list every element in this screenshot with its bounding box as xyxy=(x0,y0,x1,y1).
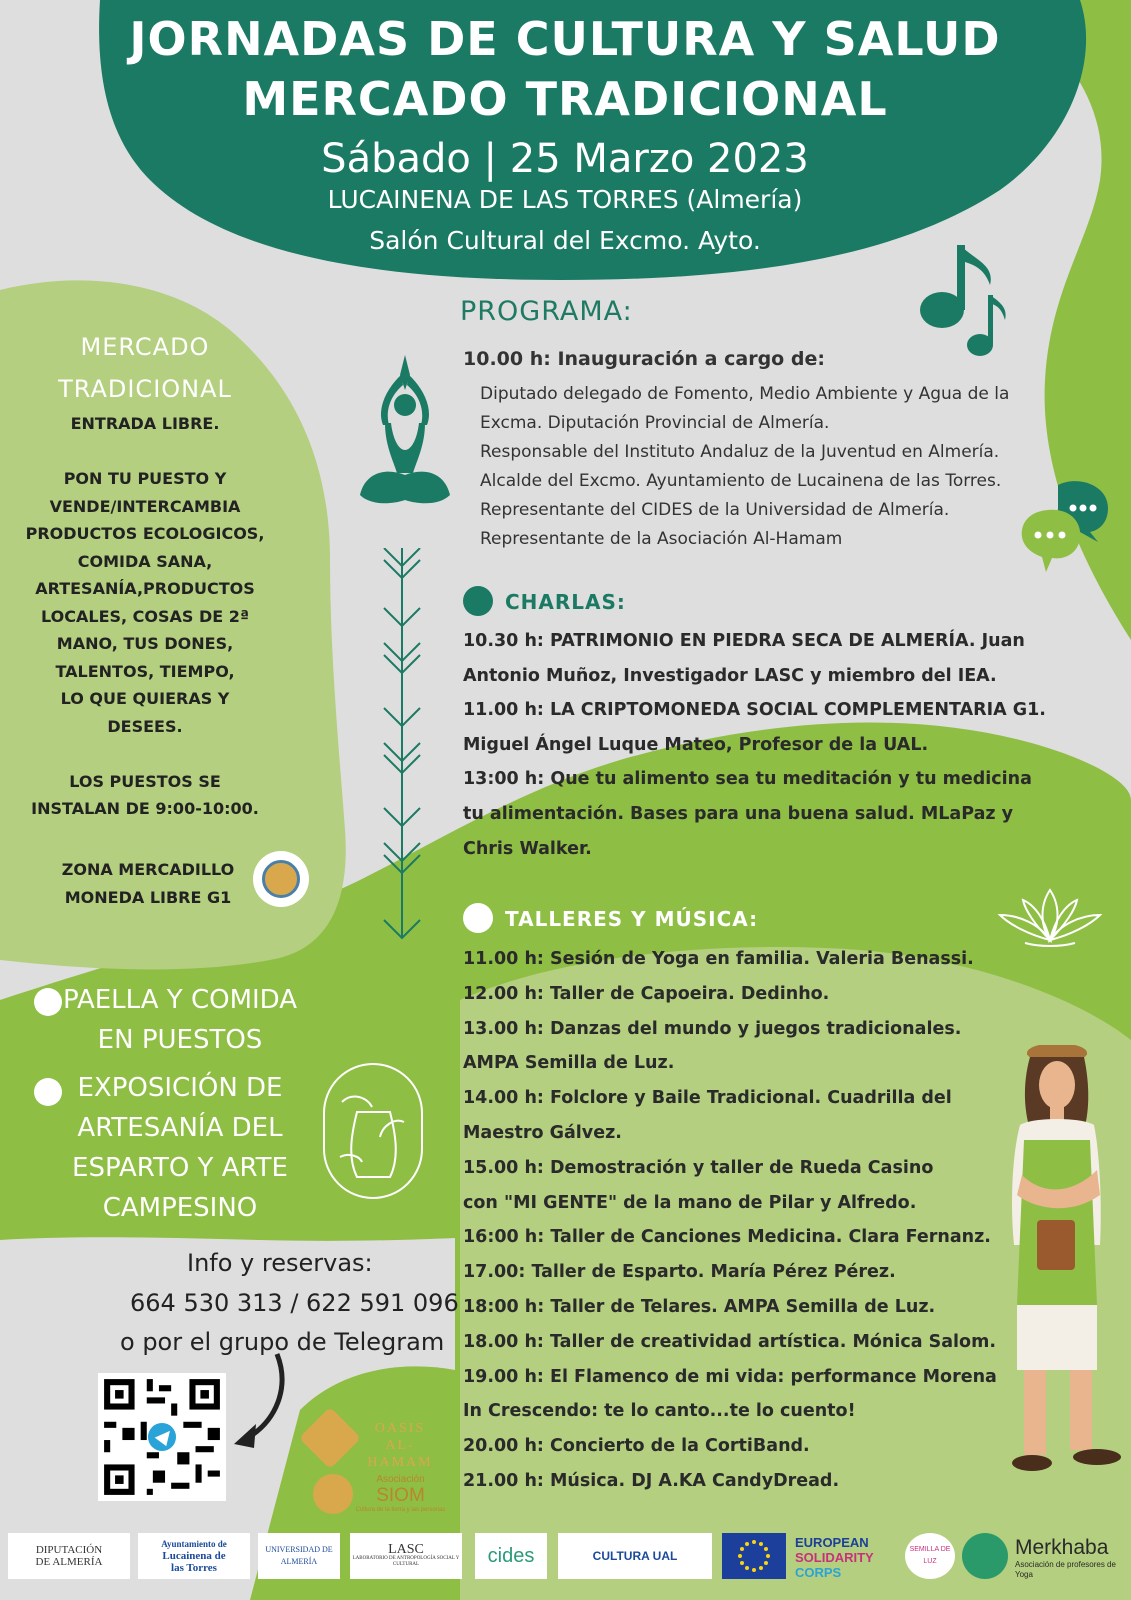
diputacion-logo: DIPUTACIÓN DE ALMERÍA xyxy=(8,1533,130,1579)
market-line: VENDE/INTERCAMBIA xyxy=(49,496,241,516)
eu-stars-icon xyxy=(734,1536,774,1576)
cultura-ual-logo: CULTURA UAL xyxy=(558,1533,712,1579)
charla-line: Miguel Ángel Luque Mateo, Profesor de la UAL. xyxy=(463,734,929,755)
official-item: Alcalde del Excmo. Ayuntamiento de Lucainena de las Torres. xyxy=(480,471,1002,491)
music-note-icon xyxy=(920,240,1010,365)
taller-line: Maestro Gálvez. xyxy=(463,1122,622,1143)
charla-line: 11.00 h: LA CRIPTOMONEDA SOCIAL COMPLEMENTARIA G1. xyxy=(463,700,1046,721)
ual-logo: UNIVERSIDAD DE ALMERÍA xyxy=(258,1533,340,1579)
taller-line: con "MI GENTE" de la mano de Pilar y Alfredo. xyxy=(463,1192,917,1213)
market-line xyxy=(15,740,275,768)
taller-line: 19.00 h: El Flamenco de mi vida: performance Morena xyxy=(463,1366,997,1387)
market-line: TALENTOS, TIEMPO, xyxy=(55,661,235,681)
charlas-list xyxy=(463,624,1046,866)
taller-line: 17.00: Taller de Esparto. María Pérez Pérez. xyxy=(463,1262,896,1283)
inauguration-line: 10.00 h: Inauguración a cargo de: xyxy=(463,348,825,370)
semilla-de-luz-logo: SEMILLA DE LUZ xyxy=(905,1533,955,1579)
g1-coin-icon xyxy=(262,860,300,898)
officials-list xyxy=(480,380,1009,554)
charla-line: 10.30 h: PATRIMONIO EN PIEDRA SECA DE ALMERÍA. Juan xyxy=(463,631,1025,651)
taller-line: In Crescendo: te lo canto...te lo cuento! xyxy=(463,1401,856,1422)
taller-line: 21.00 h: Música. DJ A.KA CandyDread. xyxy=(463,1470,840,1491)
event-place: LUCAINENA DE LAS TORRES (Almería) xyxy=(327,185,803,214)
market-heading: MERCADO TRADICIONAL xyxy=(58,333,232,403)
taller-line: AMPA Semilla de Luz. xyxy=(463,1053,675,1074)
talleres-heading: TALLERES Y MÚSICA: xyxy=(505,907,759,931)
lotus-icon xyxy=(995,885,1105,950)
event-title: JORNADAS DE CULTURA Y SALUD xyxy=(129,12,1001,66)
event-venue: Salón Cultural del Excmo. Ayto. xyxy=(369,226,761,255)
talleres-list xyxy=(463,942,997,1499)
chat-bubbles-icon xyxy=(1018,480,1113,575)
talleres-bullet xyxy=(463,903,493,933)
esc-logo-text: EUROPEAN SOLIDARITY CORPS xyxy=(795,1535,874,1580)
market-line: ARTESANÍA,PRODUCTOS xyxy=(35,579,255,598)
market-title: MERCADO TRADICIONAL xyxy=(242,72,888,126)
market-line xyxy=(15,438,275,466)
taller-line: 12.00 h: Taller de Capoeira. Dedinho. xyxy=(463,983,830,1004)
cides-logo: cides xyxy=(475,1533,547,1579)
arrow-curved-icon xyxy=(232,1352,292,1454)
telegram-text: o por el grupo de Telegram xyxy=(120,1328,445,1356)
taller-line: 18:00 h: Taller de Telares. AMPA Semilla de Luz. xyxy=(463,1296,936,1317)
official-item: Excma. Diputación Provincial de Almería. xyxy=(480,413,830,433)
event-date: Sábado | 25 Marzo 2023 xyxy=(321,136,809,182)
market-line: LOCALES, COSAS DE 2ª xyxy=(41,606,249,626)
siom-logo-text: Asociación SIOM Cultura de la tierra y las personas xyxy=(355,1474,446,1513)
oasis-logo-text: OASIS AL-HAMAM xyxy=(367,1421,433,1470)
taller-line: 11.00 h: Sesión de Yoga en familia. Valeria Benassi. xyxy=(463,949,974,969)
ayuntamiento-logo: Ayuntamiento de Lucainena de las Torres xyxy=(138,1533,250,1579)
expo-text: EXPOSICIÓN DE ARTESANÍA DEL ESPARTO Y ARTE CAMPESINO xyxy=(72,1073,288,1223)
taller-line: 20.00 h: Concierto de la CortiBand. xyxy=(463,1436,810,1457)
taller-line: 13.00 h: Danzas del mundo y juegos tradicionales. xyxy=(463,1018,962,1039)
taller-line: 14.00 h: Folclore y Baile Tradicional. Cuadrilla del xyxy=(463,1088,952,1109)
market-line: COMIDA SANA, xyxy=(77,551,213,571)
market-line: DESEES. xyxy=(107,716,183,736)
charlas-heading: CHARLAS: xyxy=(505,590,626,614)
siom-logo-icon xyxy=(313,1474,353,1514)
charla-line: Antonio Muñoz, Investigador LASC y miembro del IEA. xyxy=(463,665,997,686)
zone-mercadillo: ZONA MERCADILLO MONEDA LIBRE G1 xyxy=(61,860,235,907)
arrow-down-icon xyxy=(380,548,424,948)
market-line: LOS PUESTOS SE xyxy=(69,771,221,791)
merkhaba-logo-icon xyxy=(962,1533,1008,1579)
info-label: Info y reservas: xyxy=(187,1249,373,1277)
farmer-woman-illustration xyxy=(1002,1045,1127,1480)
info-phones[interactable]: 664 530 313 / 622 591 096 xyxy=(130,1289,459,1317)
market-line: ENTRADA LIBRE. xyxy=(70,414,220,433)
market-line: INSTALAN DE 9:00-10:00. xyxy=(31,799,259,818)
pottery-hands-icon xyxy=(322,1062,424,1200)
programa-heading: PROGRAMA: xyxy=(460,296,633,327)
charlas-bullet xyxy=(463,586,493,616)
taller-line: 18.00 h: Taller de creatividad artística. Mónica Salom. xyxy=(463,1331,996,1352)
market-line: PON TU PUESTO Y xyxy=(63,469,227,488)
taller-line: 16:00 h: Taller de Canciones Medicina. Clara Fernanz. xyxy=(463,1227,991,1248)
eu-flag-logo xyxy=(722,1533,786,1579)
market-line: PRODUCTOS ECOLOGICOS, xyxy=(25,524,265,543)
official-item: Representante de la Asociación Al-Hamam xyxy=(480,529,843,549)
taller-line: 15.00 h: Demostración y taller de Rueda Casino xyxy=(463,1157,934,1178)
market-description xyxy=(15,410,275,823)
official-item: Responsable del Instituto Andaluz de la Juventud en Almería. xyxy=(480,442,1000,462)
paella-bullet xyxy=(34,988,62,1016)
market-line: LO QUE QUIERAS Y xyxy=(60,689,230,708)
charla-line: tu alimentación. Bases para una buena salud. MLaPaz y xyxy=(463,803,1014,824)
official-item: Diputado delegado de Fomento, Medio Ambiente y Agua de la xyxy=(480,384,1010,404)
qr-code[interactable] xyxy=(98,1373,226,1501)
market-line: MANO, TUS DONES, xyxy=(56,634,234,653)
charla-line: Chris Walker. xyxy=(463,838,592,859)
merkhaba-logo-text: Merkhaba Asociación de profesores de Yoga xyxy=(1015,1536,1116,1579)
yoga-figure-icon xyxy=(355,355,455,525)
paella-text: PAELLA Y COMIDA EN PUESTOS xyxy=(62,985,298,1055)
charla-line: 13:00 h: Que tu alimento sea tu meditación y tu medicina xyxy=(463,769,1032,790)
official-item: Representante del CIDES de la Universidad de Almería. xyxy=(480,500,950,520)
lasc-logo: LASC LABORATORIO DE ANTROPOLOGÍA SOCIAL Y CULTURAL xyxy=(350,1533,462,1579)
